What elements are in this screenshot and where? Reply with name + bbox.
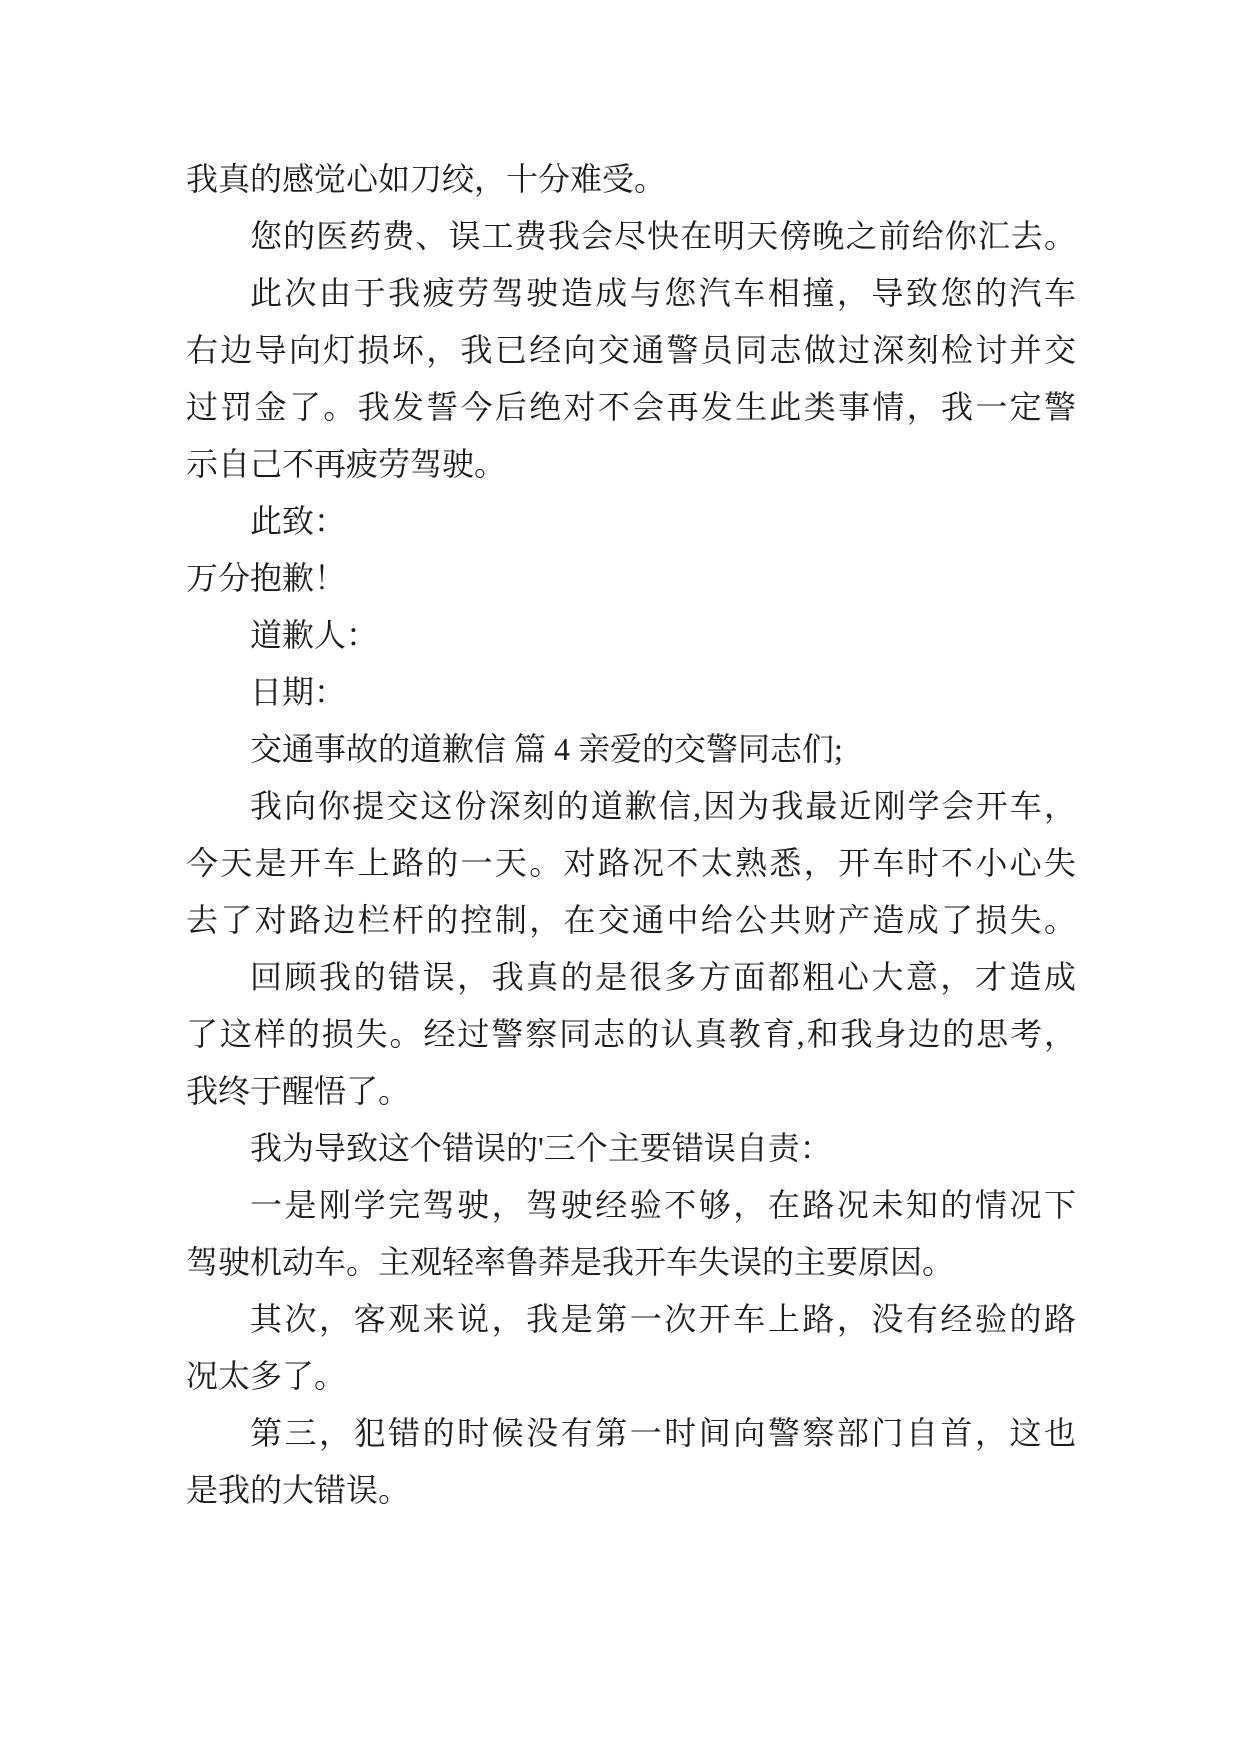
text-line: 我为导致这个错误的'三个主要错误自责： [250, 1130, 832, 1166]
text-line: 我真的感觉心如刀绞，十分难受。 [186, 161, 667, 197]
document-text [186, 151, 1076, 1519]
text-line: 是我的大错误。 [186, 1472, 411, 1508]
text-line: 此次由于我疲劳驾驶造成与您汽车相撞，导致您的汽车 [250, 275, 1076, 311]
text-line: 日期： [250, 674, 347, 710]
text-line: 第三，犯错的时候没有第一时间向警察部门自首，这也 [250, 1415, 1076, 1451]
text-line: 您的医药费、误工费我会尽快在明天傍晚之前给你汇去。 [250, 218, 1076, 254]
text-line: 示自己不再疲劳驾驶。 [186, 446, 507, 482]
text-line: 况太多了。 [186, 1358, 347, 1394]
text-line: 回顾我的错误，我真的是很多方面都粗心大意，才造成 [250, 959, 1076, 995]
text-line: 我终于醒悟了。 [186, 1073, 411, 1109]
text-line: 今天是开车上路的一天。对路况不太熟悉，开车时不小心失 [186, 845, 1076, 881]
text-line: 去了对路边栏杆的控制，在交通中给公共财产造成了损失。 [186, 902, 1076, 938]
text-line: 我向你提交这份深刻的道歉信,因为我最近刚学会开车， [250, 788, 1076, 824]
text-line: 右边导向灯损坏，我已经向交通警员同志做过深刻检讨并交 [186, 332, 1076, 368]
text-line: 其次，客观来说，我是第一次开车上路，没有经验的路 [250, 1301, 1076, 1337]
text-line: 过罚金了。我发誓今后绝对不会再发生此类事情，我一定警 [186, 389, 1076, 425]
text-line: 了这样的损失。经过警察同志的认真教育,和我身边的思考， [186, 1016, 1076, 1052]
text-line: 交通事故的道歉信 篇 4 亲爱的交警同志们; [250, 731, 843, 767]
text-line: 万分抱歉！ [186, 560, 347, 596]
text-line: 此致： [250, 503, 347, 539]
text-line: 一是刚学完驾驶，驾驶经验不够，在路况未知的情况下 [250, 1187, 1076, 1223]
text-line: 驾驶机动车。主观轻率鲁莽是我开车失误的主要原因。 [186, 1244, 955, 1280]
text-line: 道歉人： [250, 617, 379, 653]
